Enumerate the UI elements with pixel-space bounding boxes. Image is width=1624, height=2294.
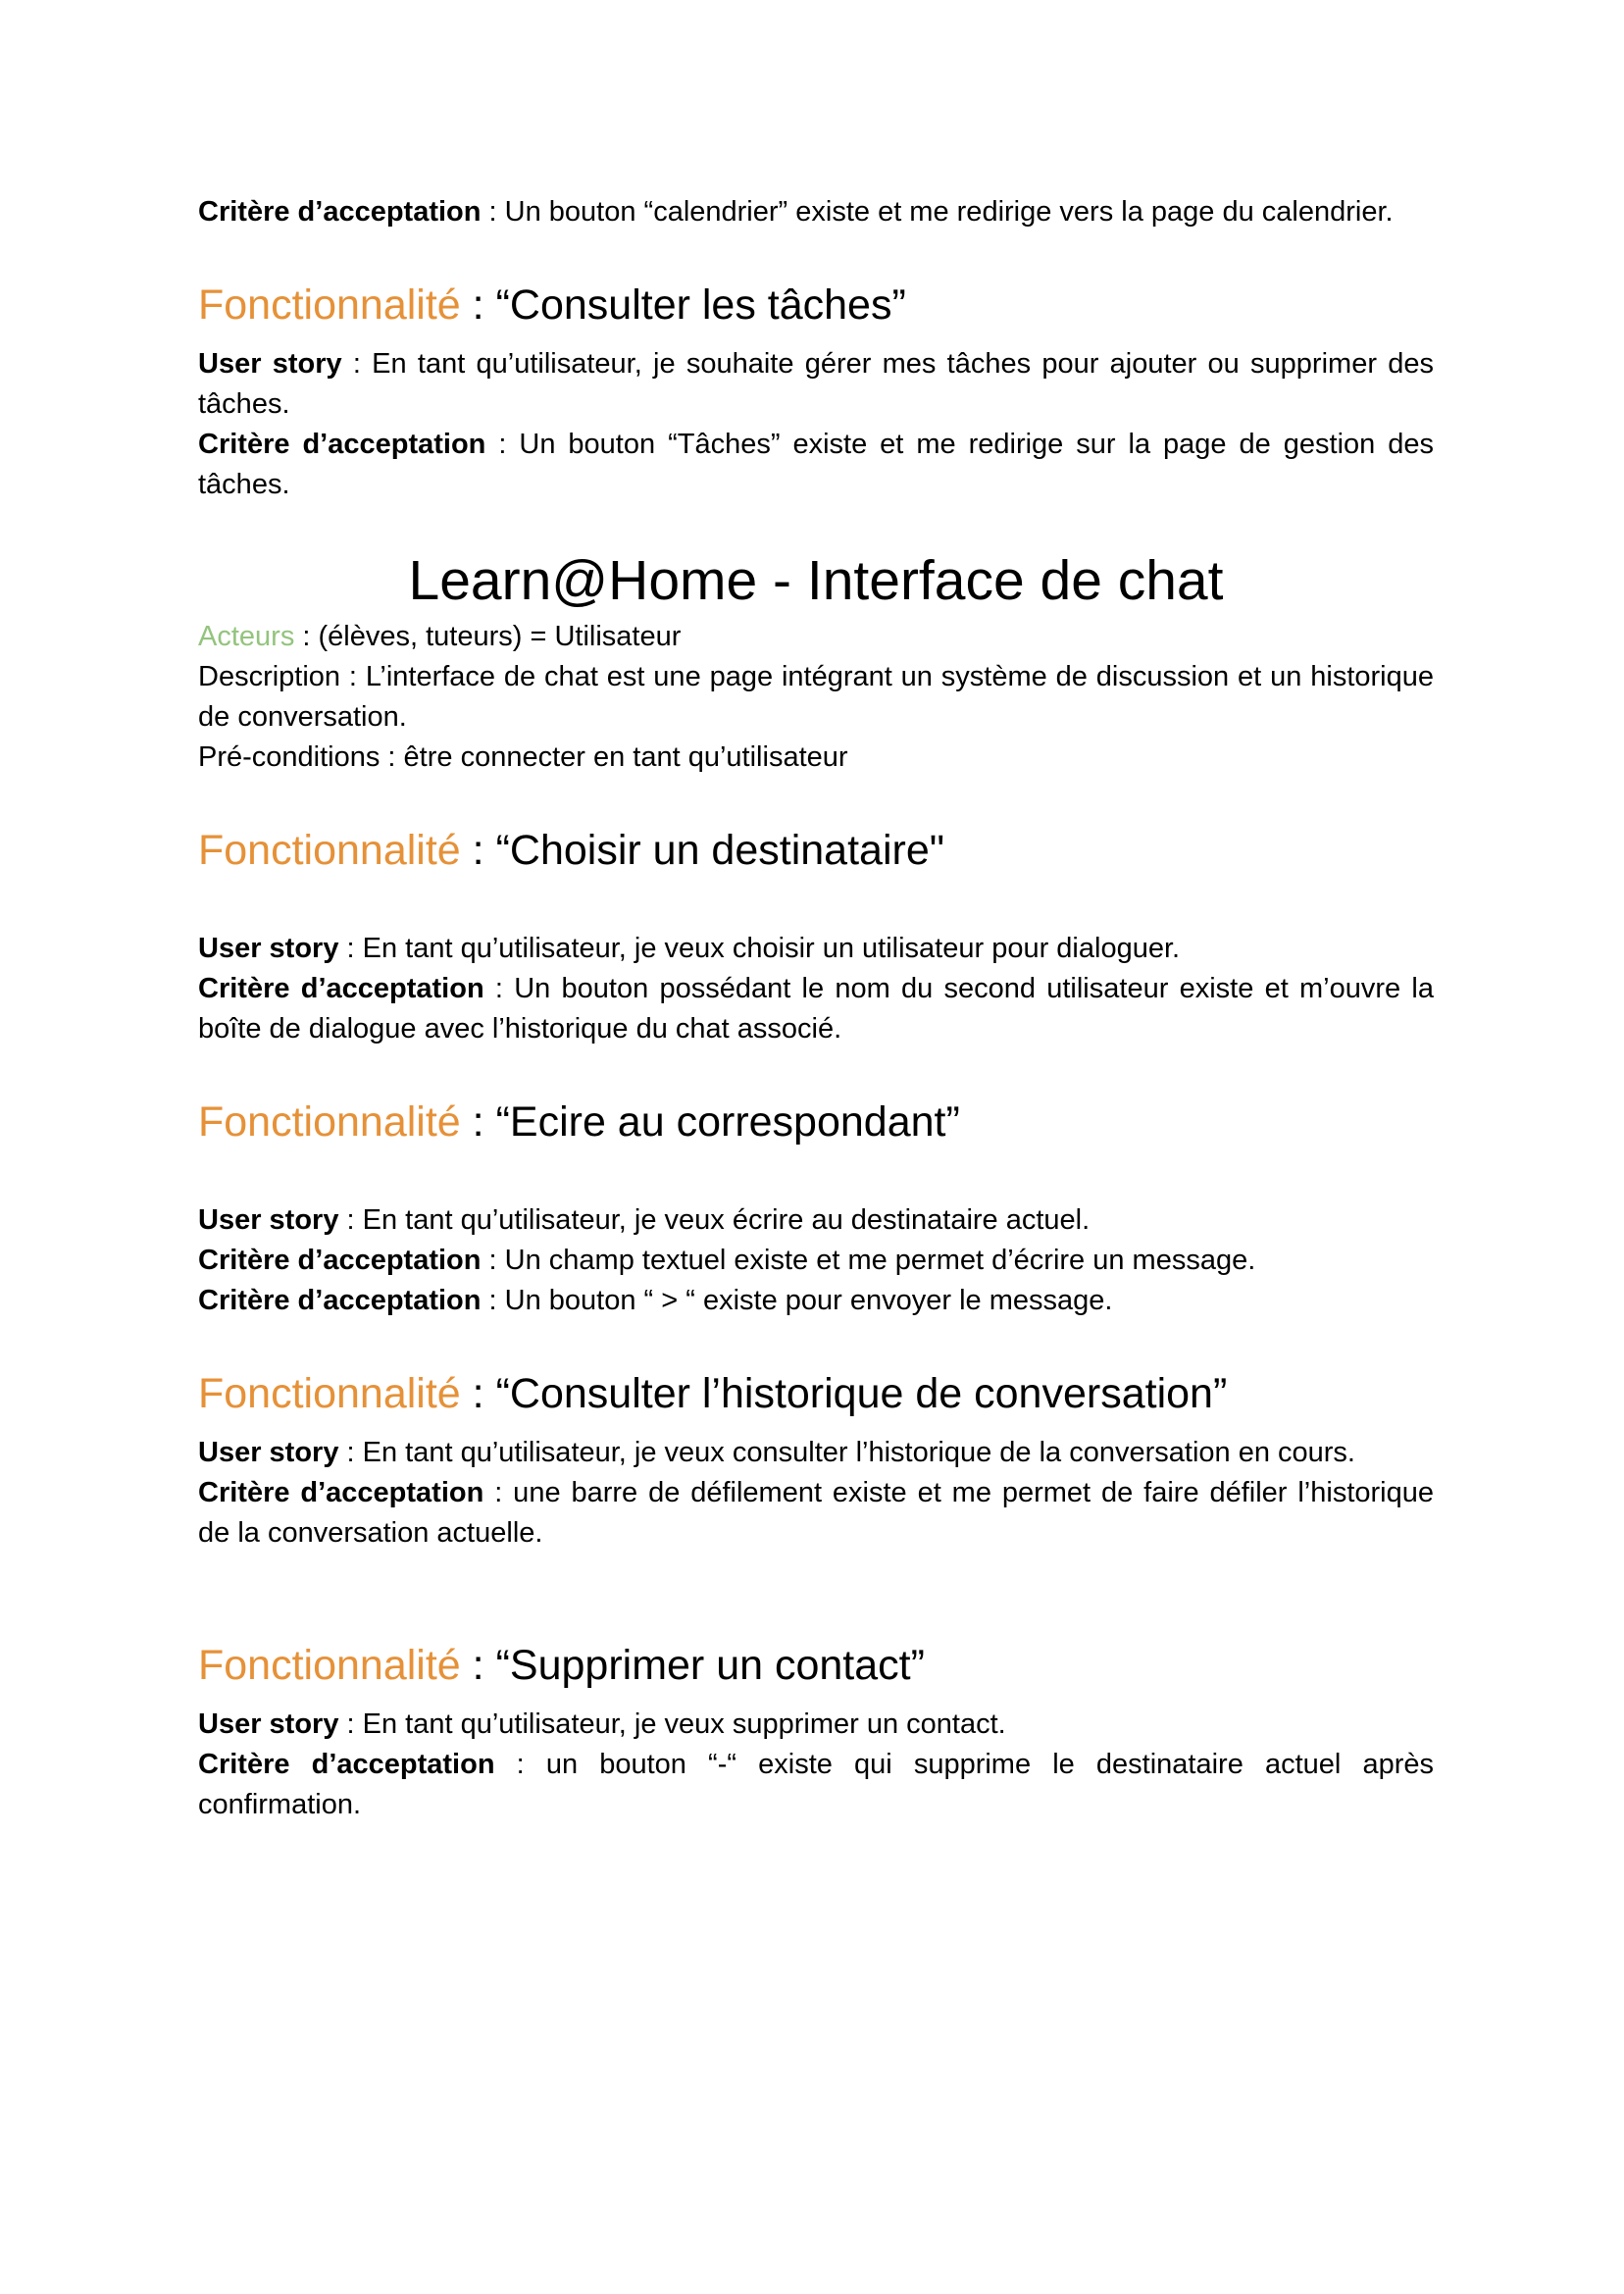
feature-title: : “Consulter les tâches” [460, 281, 906, 329]
feature-heading-history [198, 1366, 1434, 1421]
feature-title: : “Supprimer un contact” [460, 1642, 925, 1689]
criteria-text: : Un bouton “Tâches” existe et me redirige sur la page de gestion des tâches. [198, 429, 1434, 500]
feature-keyword: Fonctionnalité [198, 1098, 461, 1146]
user-story-history [198, 1433, 1434, 1473]
criteria-text: : un bouton “-“ existe qui supprime le destinataire actuel après confirmation. [198, 1749, 1434, 1820]
criteria-write-1 [198, 1241, 1434, 1281]
intro-criteria [198, 192, 1434, 232]
criteria-label: Critère d’acceptation [198, 429, 486, 460]
criteria-text: : une barre de défilement existe et me permet de faire défiler l’historique de la conversation actuelle. [198, 1477, 1434, 1549]
actors-line [198, 617, 1434, 657]
criteria-text: : Un bouton “ > “ existe pour envoyer le message. [481, 1285, 1113, 1316]
feature-title: : “Choisir un destinataire" [460, 827, 944, 874]
document-page [198, 192, 1434, 1825]
user-story-text: : En tant qu’utilisateur, je souhaite gérer mes tâches pour ajouter ou supprimer des tâches. [198, 348, 1434, 420]
actors-label: Acteurs [198, 621, 295, 652]
user-story-text: : En tant qu’utilisateur, je veux choisir un utilisateur pour dialoguer. [338, 933, 1181, 964]
criteria-text: : Un champ textuel existe et me permet d’écrire un message. [481, 1245, 1256, 1276]
feature-keyword: Fonctionnalité [198, 1370, 461, 1417]
user-story-label: User story [198, 348, 342, 380]
criteria-recipient [198, 969, 1434, 1049]
feature-keyword: Fonctionnalité [198, 827, 461, 874]
user-story-text: : En tant qu’utilisateur, je veux consulter l’historique de la conversation en cours. [338, 1437, 1355, 1468]
user-story-label: User story [198, 1708, 339, 1740]
chat-preconditions: Pré-conditions : être connecter en tant qu’utilisateur [198, 741, 848, 773]
user-story-delete [198, 1705, 1434, 1745]
criteria-delete [198, 1745, 1434, 1825]
feature-title: : “Consulter l’historique de conversation” [460, 1370, 1228, 1417]
criteria-text: : Un bouton “calendrier” existe et me redirige vers la page du calendrier. [481, 196, 1394, 228]
user-story-label: User story [198, 1204, 339, 1236]
criteria-text: : Un bouton possédant le nom du second utilisateur existe et m’ouvre la boîte de dialogue avec l’historique du chat associé. [198, 973, 1434, 1045]
user-story-text: : En tant qu’utilisateur, je veux supprimer un contact. [338, 1708, 1006, 1740]
feature-title: : “Ecire au correspondant” [460, 1098, 960, 1146]
criteria-label: Critère d’acceptation [198, 973, 484, 1004]
criteria-label: Critère d’acceptation [198, 1285, 482, 1316]
criteria-tasks [198, 425, 1434, 505]
feature-keyword: Fonctionnalité [198, 1642, 461, 1689]
user-story-label: User story [198, 933, 339, 964]
feature-heading-recipient [198, 823, 1434, 878]
user-story-tasks [198, 344, 1434, 425]
feature-heading-tasks [198, 278, 1434, 332]
criteria-label: Critère d’acceptation [198, 1245, 482, 1276]
criteria-label: Critère d’acceptation [198, 196, 482, 228]
user-story-write [198, 1200, 1434, 1241]
feature-heading-write [198, 1095, 1434, 1149]
chat-description: Description : L’interface de chat est une page intégrant un système de discussion et un historique de conversation. [198, 661, 1434, 733]
criteria-label: Critère d’acceptation [198, 1477, 484, 1508]
user-story-recipient [198, 929, 1434, 969]
chat-page-title: Learn@Home - Interface de chat [408, 549, 1224, 612]
criteria-history [198, 1473, 1434, 1554]
feature-keyword: Fonctionnalité [198, 281, 461, 329]
user-story-text: : En tant qu’utilisateur, je veux écrire au destinataire actuel. [338, 1204, 1091, 1236]
criteria-write-2 [198, 1281, 1434, 1321]
criteria-label: Critère d’acceptation [198, 1749, 495, 1780]
actors-text: : (élèves, tuteurs) = Utilisateur [294, 621, 682, 652]
feature-heading-delete [198, 1638, 1434, 1693]
user-story-label: User story [198, 1437, 339, 1468]
